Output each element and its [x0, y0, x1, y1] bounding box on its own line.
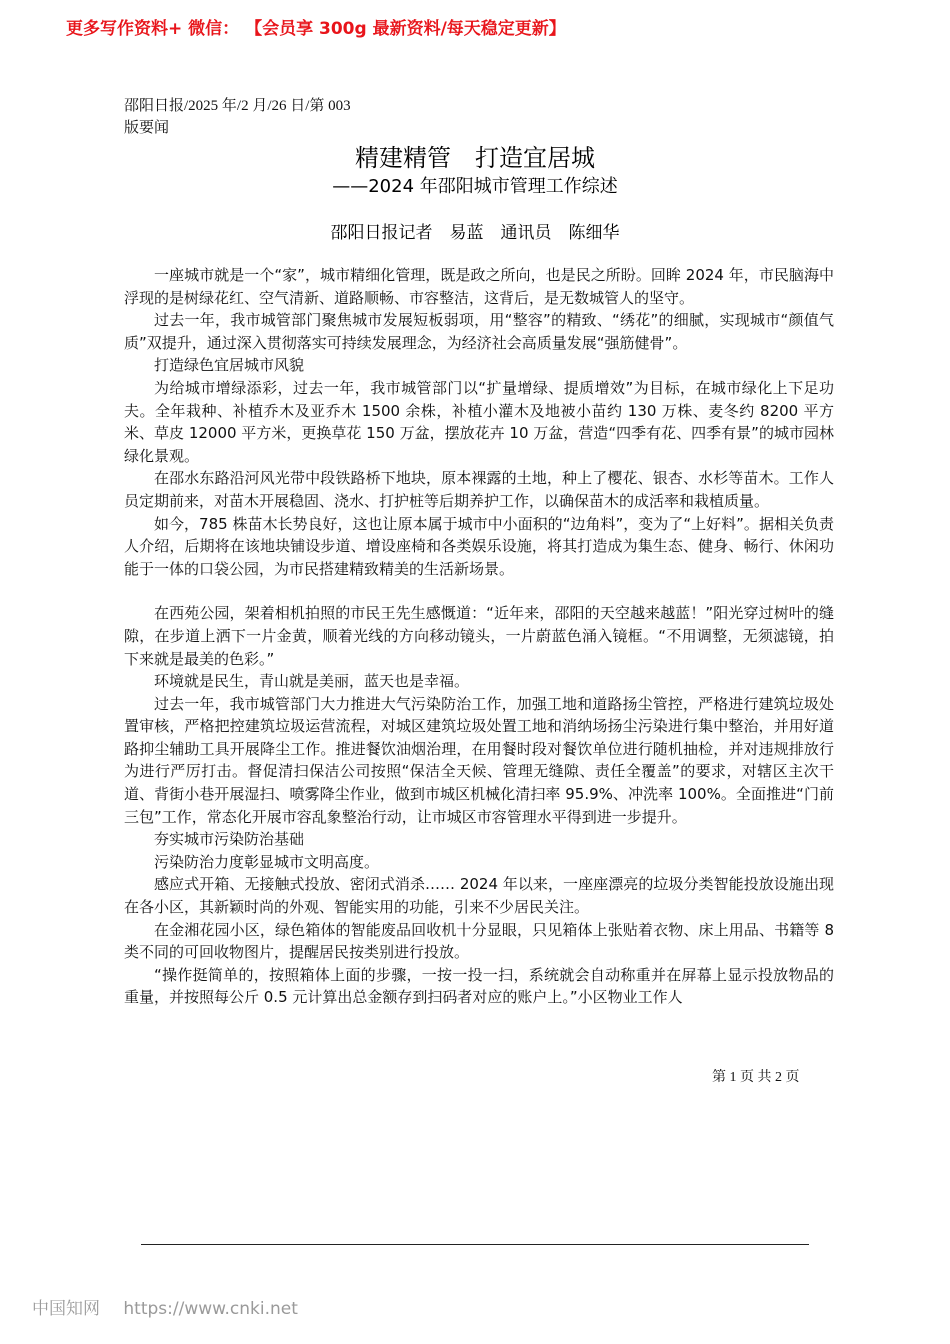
page-number: 第 1 页 共 2 页: [712, 1070, 800, 1085]
footer-url[interactable]: https://www.cnki.net: [123, 1299, 298, 1319]
source-line-1: 邵阳日报/2025 年/2 月/26 日/第 003: [124, 98, 351, 114]
paragraph: 污染防治力度彰显城市文明高度。: [154, 852, 380, 871]
paragraph: 过去一年，我市城管部门聚焦城市发展短板弱项，用“整容”的精致、“绣花”的细腻，实现城市“颜值气质”双提升，通过深入贯彻落实可持续发展理念，为经济社会高质量发展“强筋健骨”。: [124, 311, 834, 352]
source-line-2: 版要闻: [124, 120, 170, 136]
source-info: [124, 95, 351, 139]
paragraph: 一座城市就是一个“家”，城市精细化管理，既是政之所向，也是民之所盼。回眸 2024 年，市民脑海中浮现的是树绿花红、空气清新、道路顺畅、市容整洁，这背后，是无数城管人的坚守。: [124, 266, 834, 307]
article-subtitle: ——2024 年邵阳城市管理工作综述: [332, 176, 618, 197]
article-body: [124, 264, 834, 1009]
footer-site-name: 中国知网: [32, 1299, 100, 1319]
article-byline: 邵阳日报记者 易蓝 通讯员 陈细华: [330, 223, 620, 243]
section-heading: 夯实城市污染防治基础: [154, 830, 305, 849]
paragraph: 在金湘花园小区，绿色箱体的智能废品回收机十分显眼，只见箱体上张贴着衣物、床上用品、书籍等 8 类不同的可回收物图片，提醒居民按类别进行投放。: [124, 920, 834, 962]
section-heading: 打造绿色宜居城市风貌: [154, 356, 305, 375]
paragraph: 在邵水东路沿河风光带中段铁路桥下地块，原本裸露的土地，种上了樱花、银杏、水杉等苗木。工作人员定期前来，对苗木开展稳固、浇水、打护桩等后期养护工作，以确保苗木的成活率和栽植质量。: [124, 469, 834, 510]
paragraph: “操作挺简单的，按照箱体上面的步骤，一按一投一扫，系统就会自动称重并在屏幕上显示投放物品的重量，并按照每公斤 0.5 元计算出总金额存到扫码者对应的账户上。”小区物业工作人: [124, 965, 834, 1007]
paragraph: 如今，785 株苗木长势良好，这也让原本属于城市中小面积的“边角料”，变为了“上好料”。据相关负责人介绍，后期将在该地块铺设步道、增设座椅和各类娱乐设施，将其打造成为集生态、健身、畅行、休闲功能于一体的口袋公园，为市民搭建精致精美的生活新场景。: [124, 514, 834, 578]
paragraph: 在西苑公园，架着相机拍照的市民王先生感慨道：“近年来，邵阳的天空越来越蓝！”阳光穿过树叶的缝隙，在步道上洒下一片金黄，顺着光线的方向移动镜头，一片蔚蓝色涌入镜框。“不用调整，无须滤镜，拍下来就是最美的色彩。”: [124, 604, 834, 668]
article-title: 精建精管 打造宜居城: [355, 144, 595, 172]
promo-banner: 更多写作资料+ 微信： 【会员享 300g 最新资料/每天稳定更新】: [66, 19, 566, 39]
footer-divider: [141, 1244, 809, 1245]
paragraph: 为给城市增绿添彩，过去一年，我市城管部门以“扩量增绿、提质增效”为目标，在城市绿化上下足功夫。全年栽种、补植乔木及亚乔木 1500 余株，补植小灌木及地被小苗约 130 万株、麦冬约 8200 平方米、草皮 12000 平方米，更换草花 150 万盆，摆放花卉 10 万盆，营造“四季有花、四季有景”的城市园林绿化景观。: [124, 378, 834, 465]
paragraph: 过去一年，我市城管部门大力推进大气污染防治工作，加强工地和道路扬尘管控，严格进行建筑垃圾处置审核，严格把控建筑垃圾运营流程，对城区建筑垃圾处置工地和消纳场扬尘污染进行集中整治，并用好道路抑尘辅助工具开展降尘工作。推进餐饮油烟治理，在用餐时段对餐饮单位进行随机抽检，并对违规排放行为进行严厉打击。督促清扫保洁公司按照“保洁全天候、管理无缝隙、责任全覆盖”的要求，对辖区主次干道、背街小巷开展湿扫、喷雾降尘作业，做到市城区机械化清扫率 95.9%、冲洗率 100%。全面推进“门前三包”工作，常态化开展市容乱象整治行动，让市城区市容管理水平得到进一步提升。: [124, 694, 834, 826]
paragraph: 感应式开箱、无接触式投放、密闭式消杀…… 2024 年以来，一座座漂亮的垃圾分类智能投放设施出现在各小区，其新颖时尚的外观、智能实用的功能，引来不少居民关注。: [124, 875, 834, 917]
footer-watermark: [32, 1294, 316, 1319]
paragraph: 环境就是民生，青山就是美丽，蓝天也是幸福。: [154, 672, 470, 691]
